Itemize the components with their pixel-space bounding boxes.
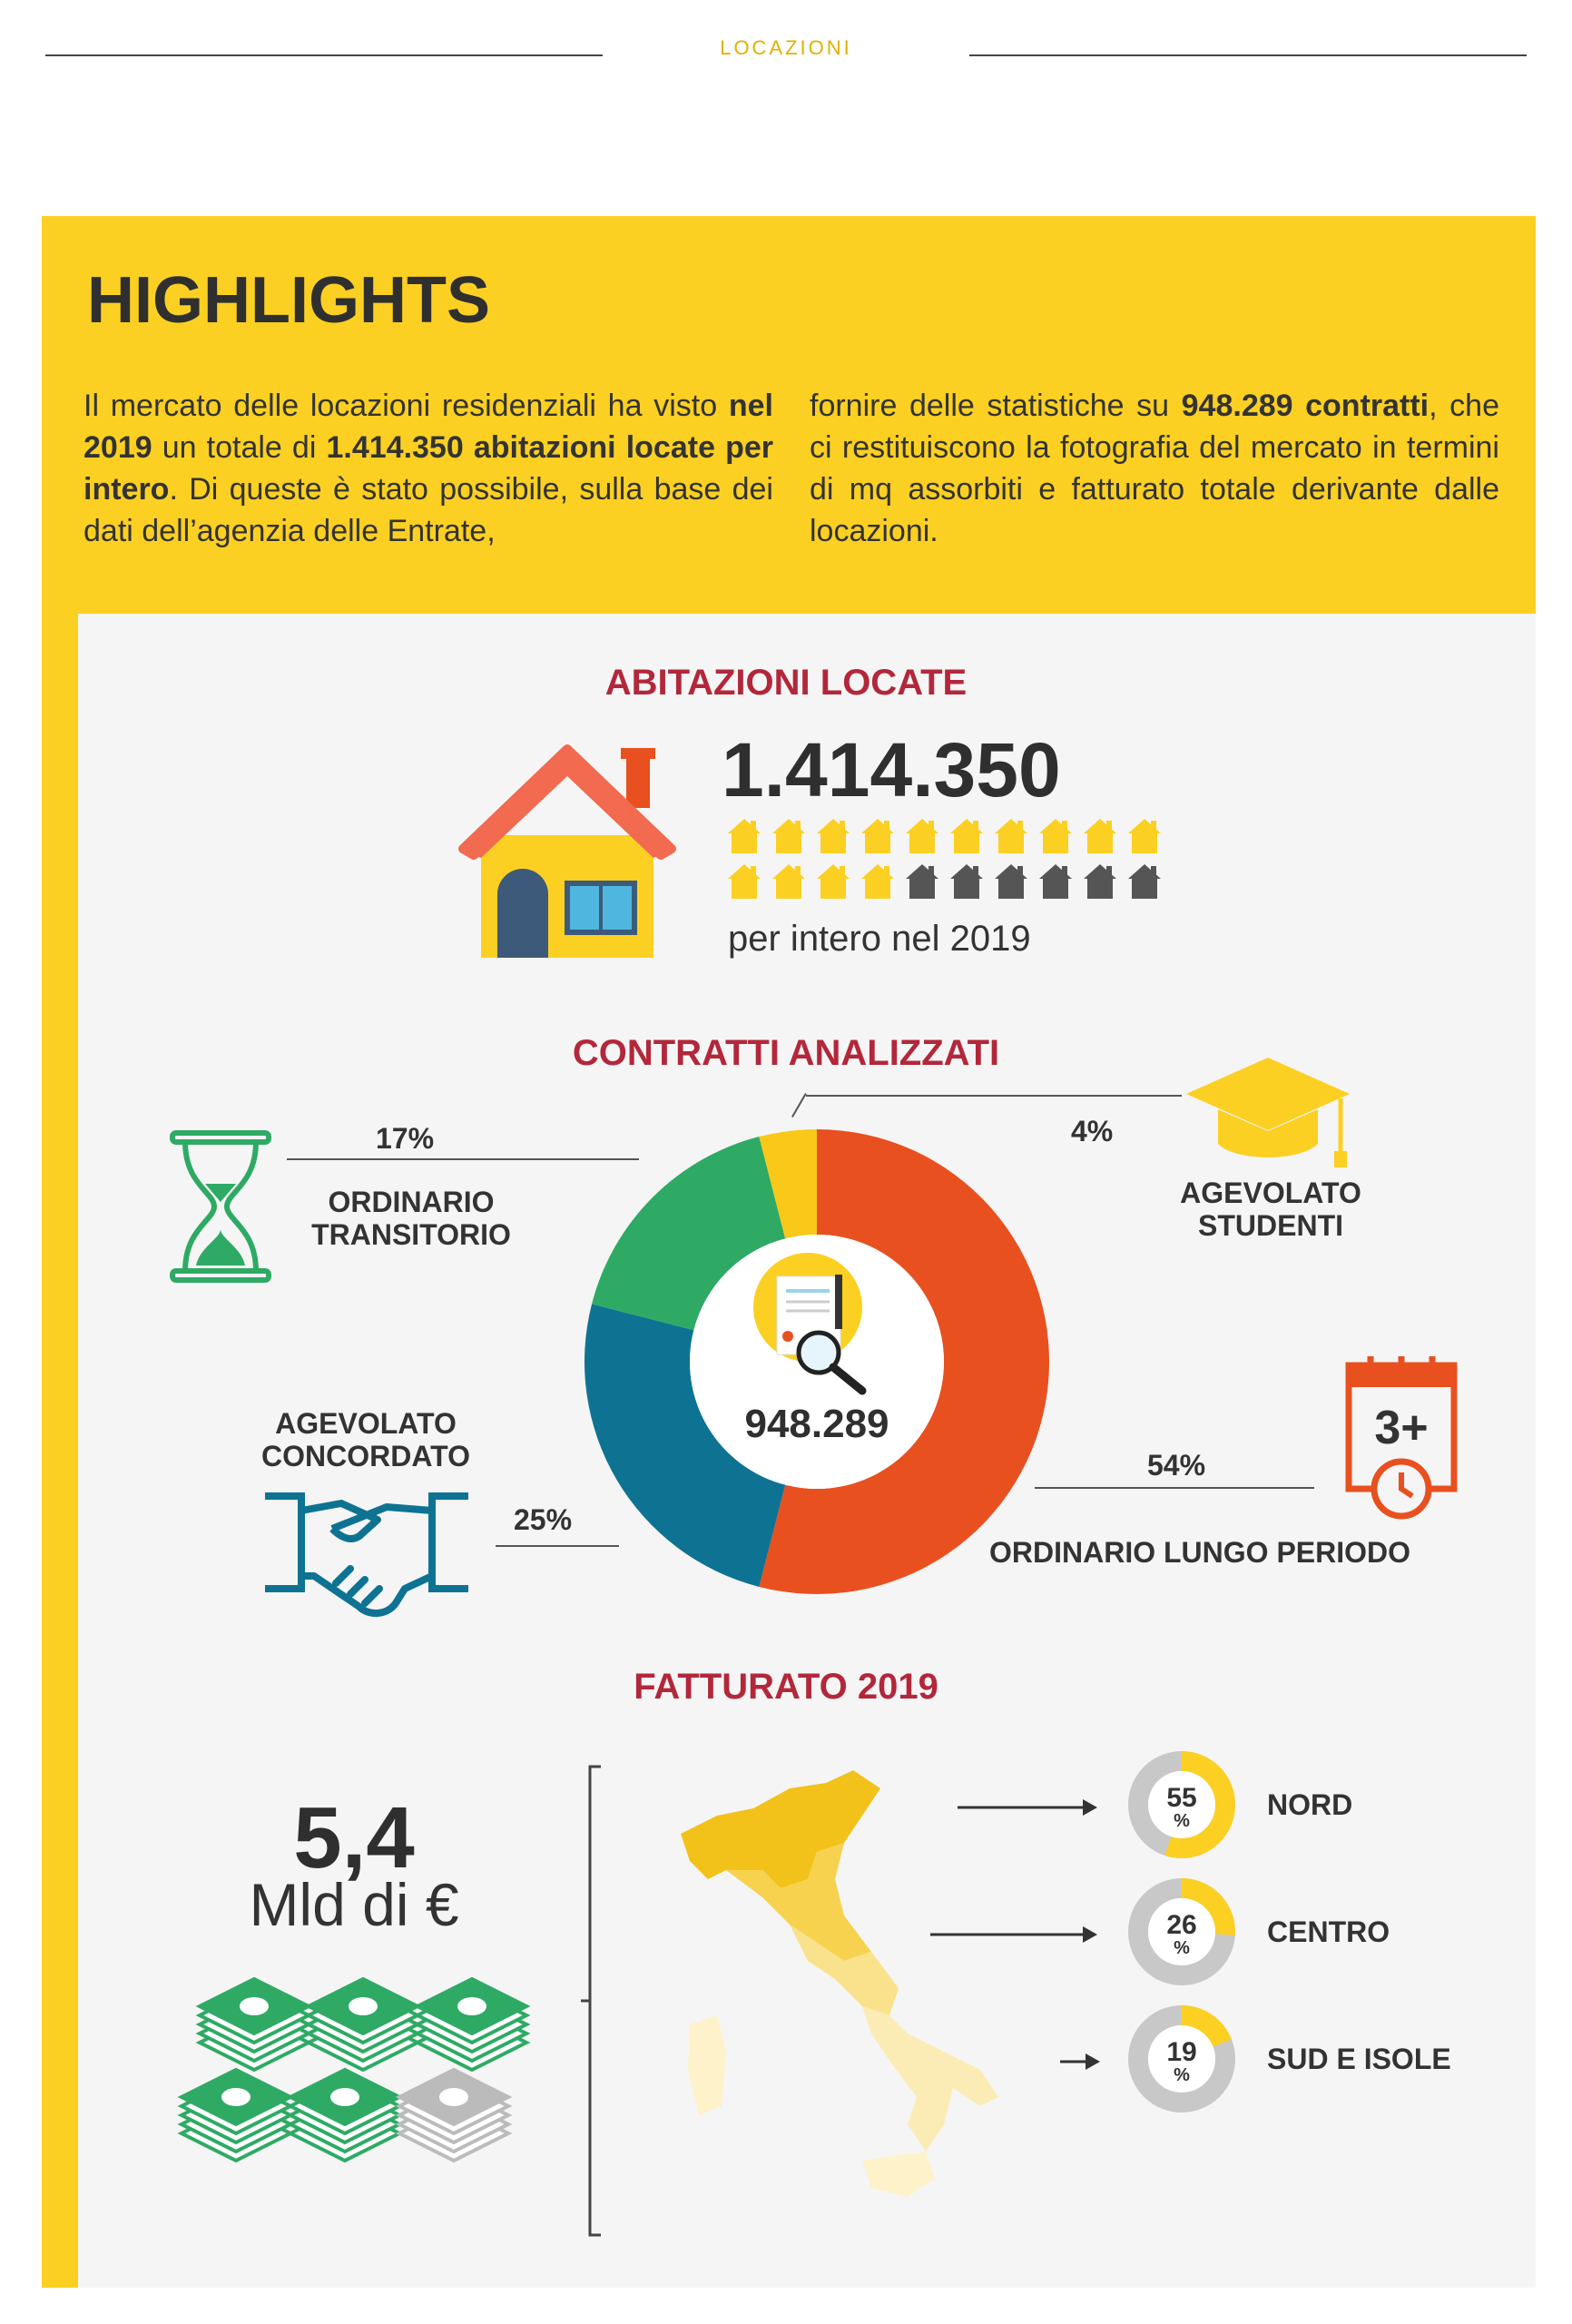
intro-text-right — [810, 385, 1499, 552]
handshake-icon — [260, 1489, 474, 1625]
money-stack — [200, 1979, 309, 2070]
pct-transitorio: 17% — [376, 1122, 435, 1155]
mini-house-icon — [906, 819, 938, 853]
leader-lungo — [1035, 1487, 1314, 1489]
contratti-title: CONTRATTI ANALIZZATI — [572, 1033, 1000, 1073]
intro-segment: Il mercato delle locazioni residenziali ha visto — [84, 389, 729, 423]
label-studenti: AGEVOLATO STUDENTI — [1180, 1177, 1361, 1242]
mini-house-icon — [950, 819, 983, 853]
region-pct-symbol: % — [1174, 2065, 1190, 2085]
mini-house-icon — [772, 864, 805, 899]
leader-transitorio — [287, 1158, 639, 1160]
pct-studenti: 4% — [1071, 1115, 1114, 1147]
section-label: LOCAZIONI — [720, 36, 852, 59]
intro-text-left — [84, 385, 773, 552]
region-label-centro: CENTRO — [1267, 1915, 1390, 1948]
money-stacks-icon — [172, 1961, 535, 2179]
arrow-sud — [1060, 2048, 1105, 2075]
mini-house-icon — [772, 819, 805, 853]
label-concordato: AGEVOLATO CONCORDATO — [261, 1407, 470, 1472]
abitazioni-subtitle: per intero nel 2019 — [728, 919, 1031, 959]
fatturato-unit: Mld di € — [249, 1871, 459, 1938]
intro-segment: un totale di — [152, 430, 327, 465]
region-pct-number: 26 — [1166, 1910, 1197, 1940]
pct-concordato: 25% — [514, 1503, 573, 1536]
house-icons-grid — [726, 817, 1171, 908]
intro-segment: , che ci restituiscono la fotografia del mercato in termini di mq assorbiti e fatturato totale derivante dalle locazioni. — [810, 389, 1499, 548]
fatturato-value: 5,4 — [293, 1789, 415, 1886]
intro-segment: 948.289 contratti — [1181, 389, 1430, 423]
intro-segment: . Di queste è stato possibile, sulla base dei dati dell’agenzia delle Entrate, — [84, 472, 773, 548]
mini-house-icon — [950, 864, 983, 899]
abitazioni-value: 1.414.350 — [722, 727, 1061, 812]
region-pct-symbol: % — [1174, 1811, 1190, 1831]
intro-segment: 1.414.350 abitazioni locate per intero — [84, 430, 773, 507]
label-transitorio: ORDINARIO TRANSITORIO — [311, 1186, 511, 1251]
lungo-badge-text: 3+ — [1374, 1402, 1429, 1454]
intro-segment: fornire delle statistiche su — [810, 389, 1182, 423]
region-donut-nord — [1125, 1748, 1238, 1861]
donut-center-value: 948.289 — [744, 1402, 889, 1446]
mini-house-icon — [995, 864, 1027, 899]
money-stack — [290, 2070, 399, 2161]
arrow-nord — [958, 1794, 1103, 1821]
mini-house-icon — [861, 864, 894, 899]
region-pct-number: 19 — [1166, 2037, 1197, 2067]
region-pct-symbol: % — [1174, 1938, 1190, 1958]
mini-house-icon — [1084, 819, 1116, 853]
mini-house-icon — [1128, 819, 1161, 853]
intro-segment: nel 2019 — [84, 389, 773, 465]
money-stack — [309, 1979, 418, 2070]
hourglass-icon — [169, 1129, 272, 1284]
mini-house-icon — [1128, 864, 1161, 899]
abitazioni-title: ABITAZIONI LOCATE — [604, 663, 968, 703]
document-search-icon — [744, 1253, 908, 1398]
leader-concordato — [496, 1545, 619, 1547]
region-donut-centro — [1125, 1876, 1238, 1988]
money-stack — [418, 1979, 526, 2070]
mini-house-icon — [861, 819, 894, 853]
region-label-nord: NORD — [1267, 1788, 1353, 1821]
graduation-cap-icon — [1182, 1053, 1354, 1171]
mini-house-icon — [1084, 864, 1116, 899]
mini-house-icon — [1039, 819, 1072, 853]
money-stack — [399, 2070, 508, 2161]
mini-house-icon — [817, 864, 850, 899]
fatturato-title: FATTURATO 2019 — [634, 1667, 938, 1707]
region-donut-sud — [1125, 2003, 1238, 2115]
calendar-clock-icon — [1343, 1353, 1461, 1525]
bracket — [581, 1765, 608, 2237]
house-icon — [454, 735, 681, 962]
mini-house-icon — [906, 864, 938, 899]
mini-house-icon — [817, 819, 850, 853]
mini-house-icon — [1039, 864, 1072, 899]
money-stack — [182, 2070, 290, 2161]
mini-house-icon — [728, 864, 761, 899]
region-label-sud: SUD E ISOLE — [1267, 2043, 1451, 2075]
highlights-title: HIGHLIGHTS — [87, 264, 490, 337]
leader-studenti — [806, 1095, 1182, 1097]
italy-map — [635, 1761, 1053, 2251]
region-pct-number: 55 — [1166, 1783, 1197, 1813]
mini-house-icon — [995, 819, 1027, 853]
arrow-centro — [930, 1921, 1103, 1948]
label-lungo: ORDINARIO LUNGO PERIODO — [989, 1536, 1411, 1569]
pct-lungo: 54% — [1147, 1449, 1206, 1482]
mini-house-icon — [728, 819, 761, 853]
